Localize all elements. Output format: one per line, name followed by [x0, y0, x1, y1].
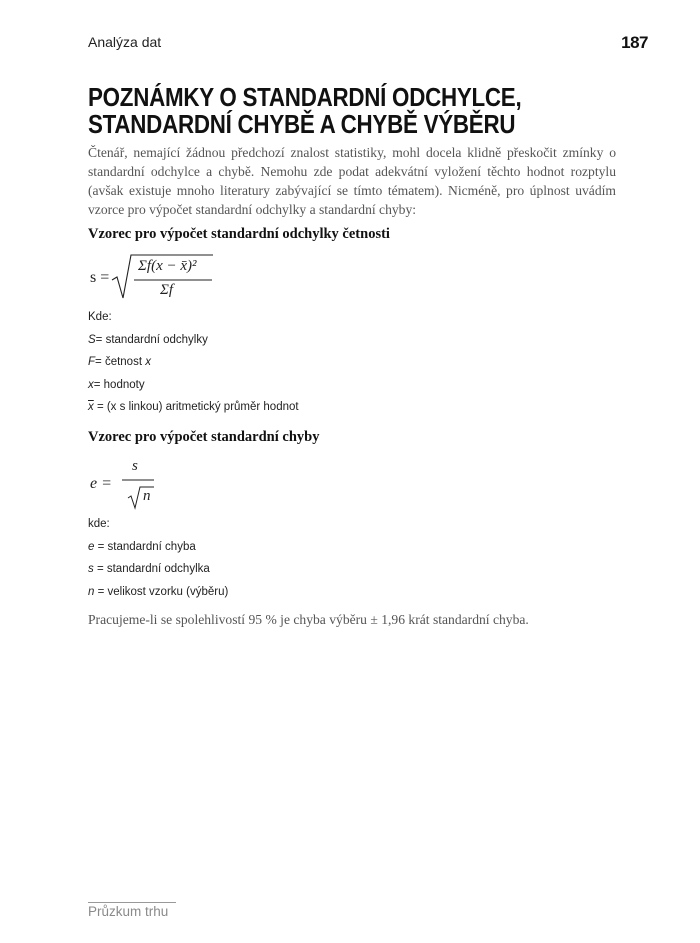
definition-row: S= standardní odchylky — [88, 333, 208, 346]
formula-numerator: s — [132, 458, 138, 474]
title-line-2: STANDARDNÍ CHYBĚ A CHYBĚ VÝBĚRU — [88, 109, 516, 139]
formula-denominator: Σf — [160, 282, 174, 298]
where-label: Kde: — [88, 311, 112, 323]
definition-row: F= četnost x — [88, 356, 151, 368]
footer-rule — [88, 902, 176, 903]
definition-row: n = velikost vzorku (výběru) — [88, 585, 229, 598]
page-number: 187 — [621, 33, 648, 52]
formula-lhs: s = — [90, 269, 110, 286]
std-deviation-formula — [88, 252, 228, 304]
fraction-and-root — [120, 478, 156, 510]
std-error-formula — [88, 458, 178, 510]
definition-row: s = standardní odchylka — [88, 563, 210, 575]
definition-row: $\overline{x} = (x$ s linkou) aritmetický průměr hodnot — [88, 401, 299, 413]
formula-numerator: Σf(x − x̄)² — [138, 258, 197, 274]
std-deviation-definitions — [88, 311, 299, 424]
running-head: Analýza dat — [88, 34, 162, 50]
where-label: kde: — [88, 518, 110, 530]
definition-row: x= hodnoty — [88, 378, 145, 391]
footer-label: Průzkum trhu — [88, 904, 169, 919]
std-deviation-heading: Vzorec pro výpočet standardní odchylky četnosti — [88, 226, 390, 242]
intro-paragraph: Čtenář, nemající žádnou předchozí znalost statistiky, mohl docela klidně přeskočit zmínky o standardní odchylce a chybě. Nemohu zde podat adekvátní vyložení těchto hodnot rozptylu (avšak existuje mnoho literatury zabývající se tímto tématem). Nicméně, pro úplnost uvádím vzorce pro výpočet standardní odchylky a standardní chyby: — [88, 145, 616, 217]
formula-lhs: e = — [90, 475, 112, 492]
title-line-1: POZNÁMKY O STANDARDNÍ ODCHYLCE, — [88, 82, 522, 112]
definition-row: e = standardní chyba — [88, 540, 196, 553]
std-error-heading: Vzorec pro výpočet standardní chyby — [88, 429, 320, 445]
page-title — [88, 84, 552, 138]
formula-denominator: n — [143, 488, 151, 504]
closing-paragraph: Pracujeme-li se spolehlivostí 95 % je chyba výběru ± 1,96 krát standardní chyba. — [88, 612, 529, 627]
std-error-definitions — [88, 518, 228, 608]
